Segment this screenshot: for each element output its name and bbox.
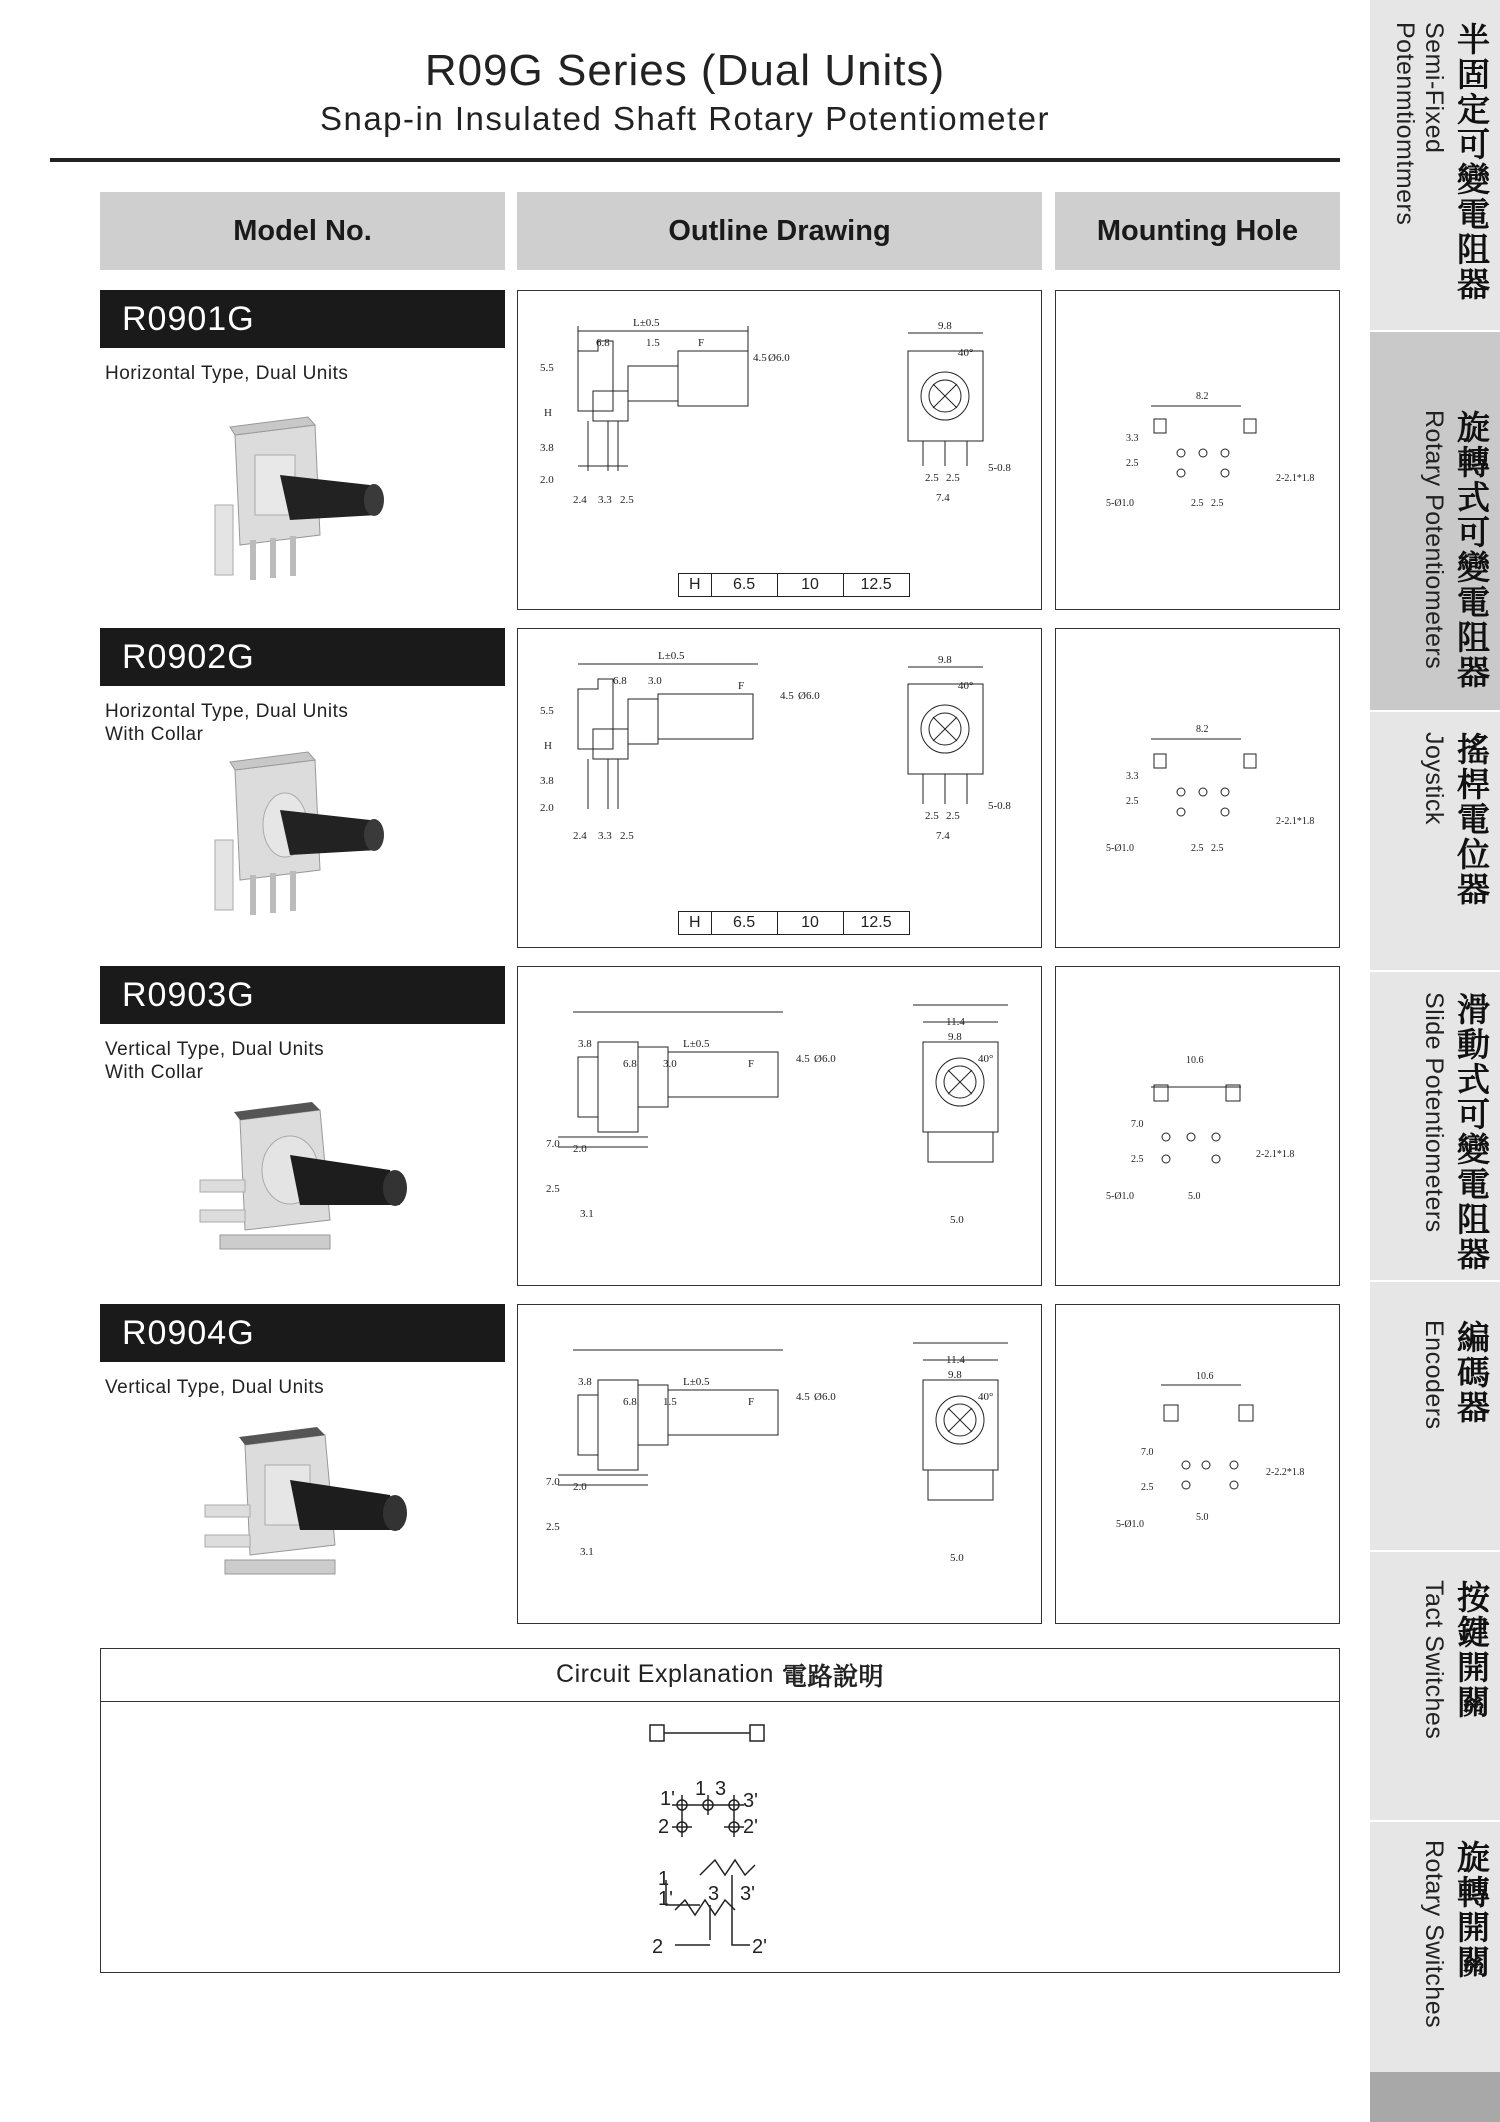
- model-description-line2: With Collar: [105, 724, 204, 745]
- pin-label: 3': [743, 1790, 758, 1812]
- dim-d2: Ø6.0: [814, 1391, 836, 1403]
- mount-v2: 2.5: [1141, 1482, 1154, 1493]
- pin-label: 2': [752, 1936, 767, 1958]
- dim-p2: 3.3: [598, 830, 612, 842]
- dim-v1: 5.5: [540, 705, 554, 717]
- tab-divider: [1370, 710, 1500, 712]
- dim-angle: 40°: [978, 1391, 994, 1403]
- side-tab-joystick[interactable]: [1370, 710, 1500, 970]
- tab-divider: [1370, 330, 1500, 332]
- circuit-header: [100, 1648, 1340, 1702]
- dim-pin: 5-0.8: [988, 462, 1011, 474]
- side-tab-zh: 滑動式可變電阻器: [1453, 992, 1490, 1272]
- dim-a: 3.8: [578, 1376, 592, 1388]
- dim-w1: 11.4: [946, 1016, 965, 1028]
- mount-s1: 2.5: [1191, 843, 1204, 854]
- dim-l: L±0.5: [683, 1038, 710, 1050]
- dim-p1: 2.4: [573, 830, 587, 842]
- mount-v1: 2.5: [1126, 458, 1139, 469]
- dim-v2: H: [544, 740, 552, 752]
- dim-p1: 2.4: [573, 494, 587, 506]
- tab-divider: [1370, 970, 1500, 972]
- circuit-label: Circuit Explanation: [556, 1660, 774, 1688]
- product-image-horizontal-collar: [200, 750, 400, 935]
- mount-v1: 7.0: [1141, 1447, 1154, 1458]
- model-description-line1: Vertical Type, Dual Units: [105, 1039, 325, 1060]
- side-tab-tact-switches[interactable]: [1370, 1550, 1500, 1820]
- dim-d2: Ø6.0: [768, 352, 790, 364]
- tab-divider: [1370, 1280, 1500, 1282]
- dim-s2: 2.5: [946, 472, 960, 484]
- model-description: [105, 700, 485, 746]
- dim-d1: 4.5: [753, 352, 767, 364]
- side-tab-en: Joystick: [1420, 732, 1448, 825]
- model-description: [105, 362, 485, 385]
- mount-v2: 3.3: [1126, 433, 1139, 444]
- tab-divider: [1370, 1550, 1500, 1552]
- mount-side: 2-2.1*1.8: [1256, 1149, 1295, 1160]
- mount-w: 8.2: [1196, 724, 1209, 735]
- side-tab-zh: 半固定可變電阻器: [1453, 22, 1490, 302]
- product-image-horizontal: [200, 415, 400, 600]
- h-table-cell: 12.5: [843, 912, 909, 935]
- side-tab-en: Semi-Fixed Potenmtiomtmers: [1391, 22, 1448, 226]
- mount-w: 10.6: [1186, 1055, 1204, 1066]
- mount-w: 8.2: [1196, 391, 1209, 402]
- mount-w: 10.6: [1196, 1371, 1214, 1382]
- model-description-line1: Vertical Type, Dual Units: [105, 1377, 325, 1398]
- pin-label: 2: [652, 1936, 664, 1958]
- mount-v2: 3.3: [1126, 771, 1139, 782]
- model-description: [105, 1376, 485, 1399]
- dim-w: 9.8: [938, 654, 952, 666]
- dim-v1: 7.0: [546, 1138, 560, 1150]
- outline-drawing-r0903g: [517, 966, 1042, 1286]
- dim-a: 6.8: [613, 675, 627, 687]
- dim-angle: 40°: [978, 1053, 994, 1065]
- pin-label: 1': [658, 1888, 673, 1910]
- mount-s2: 2.5: [1211, 843, 1224, 854]
- product-image-vertical-collar: [190, 1100, 420, 1275]
- mount-v2: 2.5: [1131, 1154, 1144, 1165]
- circuit-diagram: [640, 1715, 780, 1970]
- side-tab-zh: 旋轉式可變電阻器: [1453, 410, 1490, 690]
- mounting-hole-r0904g: [1055, 1304, 1340, 1624]
- mount-v1: 7.0: [1131, 1119, 1144, 1130]
- dim-w2: 9.8: [948, 1369, 962, 1381]
- side-tab-en: Rotary Potentiometers: [1420, 410, 1448, 670]
- dim-pin: 5-0.8: [988, 800, 1011, 812]
- mount-hole: 5-Ø1.0: [1106, 1191, 1135, 1202]
- side-tab-encoders[interactable]: [1370, 1280, 1500, 1550]
- dim-d2: Ø6.0: [814, 1053, 836, 1065]
- dim-p2: 3.3: [598, 494, 612, 506]
- side-tab-rotary-switches[interactable]: [1370, 1820, 1500, 2072]
- dim-p: 3.1: [580, 1546, 594, 1558]
- pin-label: 3: [708, 1883, 720, 1905]
- side-tab-zh: 按鍵開關: [1453, 1580, 1490, 1720]
- dim-l: L±0.5: [658, 650, 685, 662]
- side-tab-slide-potentiometers[interactable]: [1370, 970, 1500, 1280]
- product-image-vertical: [195, 1425, 415, 1600]
- mounting-hole-r0903g: [1055, 966, 1340, 1286]
- dim-v2: H: [544, 407, 552, 419]
- side-tab-rotary-potentiometers[interactable]: [1370, 330, 1500, 710]
- dim-angle: 40°: [958, 680, 974, 692]
- side-tab-en: Encoders: [1420, 1320, 1448, 1430]
- model-description-line1: Horizontal Type, Dual Units: [105, 363, 349, 384]
- h-table-cell: 10: [777, 912, 843, 935]
- mount-hole: 5-Ø1.0: [1106, 843, 1135, 854]
- model-description: [105, 1038, 485, 1084]
- tab-divider: [1370, 1820, 1500, 1822]
- dim-v1: 5.5: [540, 362, 554, 374]
- dim-v4: 2.0: [540, 802, 554, 814]
- dim-d1: 4.5: [780, 690, 794, 702]
- mounting-hole-r0901g: [1055, 290, 1340, 610]
- h-table: [678, 911, 910, 935]
- side-tab-en: Slide Potentiometers: [1420, 992, 1448, 1233]
- page-title: R09G Series (Dual Units): [424, 46, 946, 95]
- model-code-r0902g: R0902G: [100, 628, 505, 686]
- dim-s2: 2.5: [946, 810, 960, 822]
- dim-a: 6.8: [596, 337, 610, 349]
- mount-side: 2-2.2*1.8: [1266, 1467, 1305, 1478]
- dim-d1: 4.5: [796, 1053, 810, 1065]
- dim-f: F: [748, 1396, 755, 1408]
- side-tab-zh: 編碼器: [1453, 1320, 1490, 1425]
- dim-w1: 11.4: [946, 1354, 965, 1366]
- h-table-label: H: [679, 912, 712, 935]
- dim-f: F: [698, 337, 705, 349]
- side-tab-zh: 旋轉開關: [1453, 1840, 1490, 1980]
- column-header-outline: Outline Drawing: [517, 192, 1042, 270]
- dim-s1: 2.5: [925, 810, 939, 822]
- h-table-cell: 6.5: [711, 912, 777, 935]
- pin-label: 3: [715, 1778, 727, 1800]
- dim-s3: 7.4: [936, 830, 950, 842]
- dim-p3: 2.5: [620, 830, 634, 842]
- column-header-model: Model No.: [100, 192, 505, 270]
- pin-label: 3': [740, 1883, 755, 1905]
- dim-a: 3.8: [578, 1038, 592, 1050]
- dim-v2: 2.0: [573, 1143, 587, 1155]
- mount-s: 5.0: [1196, 1512, 1209, 1523]
- pin-label: 1': [660, 1788, 675, 1810]
- pin-label: 2: [658, 1816, 670, 1838]
- pin-label: 1: [695, 1778, 707, 1800]
- dim-l: L±0.5: [633, 317, 660, 329]
- circuit-label-zh: 電路說明: [781, 1662, 884, 1691]
- dim-c: 3.0: [663, 1058, 677, 1070]
- dim-p: 3.1: [580, 1208, 594, 1220]
- mount-s: 5.0: [1188, 1191, 1201, 1202]
- h-table-cell: 6.5: [711, 574, 777, 597]
- column-header-mounting: Mounting Hole: [1055, 192, 1340, 270]
- side-tab-en: Rotary Switches: [1420, 1840, 1448, 2029]
- dim-v3: 3.8: [540, 442, 554, 454]
- h-table-label: H: [679, 574, 712, 597]
- mount-v1: 2.5: [1126, 796, 1139, 807]
- dim-d2: Ø6.0: [798, 690, 820, 702]
- side-tab-semi-fixed[interactable]: [1370, 0, 1500, 330]
- model-description-line1: Horizontal Type, Dual Units: [105, 701, 349, 722]
- dim-c: 1.5: [663, 1396, 677, 1408]
- h-table-cell: 12.5: [843, 574, 909, 597]
- pin-label: 2': [743, 1816, 758, 1838]
- dim-w: 9.8: [938, 320, 952, 332]
- outline-drawing-r0901g: [517, 290, 1042, 610]
- side-tab-footer: [1370, 2072, 1500, 2122]
- mount-hole: 5-Ø1.0: [1116, 1519, 1145, 1530]
- dim-w2: 9.8: [948, 1031, 962, 1043]
- dim-b: 1.5: [646, 337, 660, 349]
- dim-v3: 3.8: [540, 775, 554, 787]
- dim-v2: 2.0: [573, 1481, 587, 1493]
- mounting-hole-r0902g: [1055, 628, 1340, 948]
- title-divider: [50, 158, 1340, 162]
- mount-side: 2-2.1*1.8: [1276, 816, 1315, 827]
- dim-v4: 2.0: [540, 474, 554, 486]
- model-code-r0901g: R0901G: [100, 290, 505, 348]
- h-table: [678, 573, 910, 597]
- dim-v1: 7.0: [546, 1476, 560, 1488]
- dim-s: 5.0: [950, 1214, 964, 1226]
- mount-side: 2-2.1*1.8: [1276, 473, 1315, 484]
- h-table-cell: 10: [777, 574, 843, 597]
- page-subtitle: Snap-in Insulated Shaft Rotary Potentiometer: [319, 100, 1051, 137]
- mount-hole: 5-Ø1.0: [1106, 498, 1135, 509]
- dim-s: 5.0: [950, 1552, 964, 1564]
- dim-v3: 2.5: [546, 1183, 560, 1195]
- side-tab-en: Tact Switches: [1420, 1580, 1448, 1740]
- dim-p3: 2.5: [620, 494, 634, 506]
- mount-s1: 2.5: [1191, 498, 1204, 509]
- dim-b: 6.8: [623, 1396, 637, 1408]
- dim-f: F: [748, 1058, 755, 1070]
- dim-b: 3.0: [648, 675, 662, 687]
- model-description-line2: With Collar: [105, 1062, 204, 1083]
- model-code-r0903g: R0903G: [100, 966, 505, 1024]
- dim-f: F: [738, 680, 745, 692]
- dim-v3: 2.5: [546, 1521, 560, 1533]
- side-tab-zh: 搖桿電位器: [1453, 732, 1490, 907]
- dim-angle: 40°: [958, 347, 974, 359]
- dim-b: 6.8: [623, 1058, 637, 1070]
- dim-s3: 7.4: [936, 492, 950, 504]
- model-code-r0904g: R0904G: [100, 1304, 505, 1362]
- dim-l: L±0.5: [683, 1376, 710, 1388]
- dim-d1: 4.5: [796, 1391, 810, 1403]
- outline-drawing-r0904g: [517, 1304, 1042, 1624]
- pin-label: 1: [658, 1868, 670, 1890]
- mount-s2: 2.5: [1211, 498, 1224, 509]
- outline-drawing-r0902g: [517, 628, 1042, 948]
- dim-s1: 2.5: [925, 472, 939, 484]
